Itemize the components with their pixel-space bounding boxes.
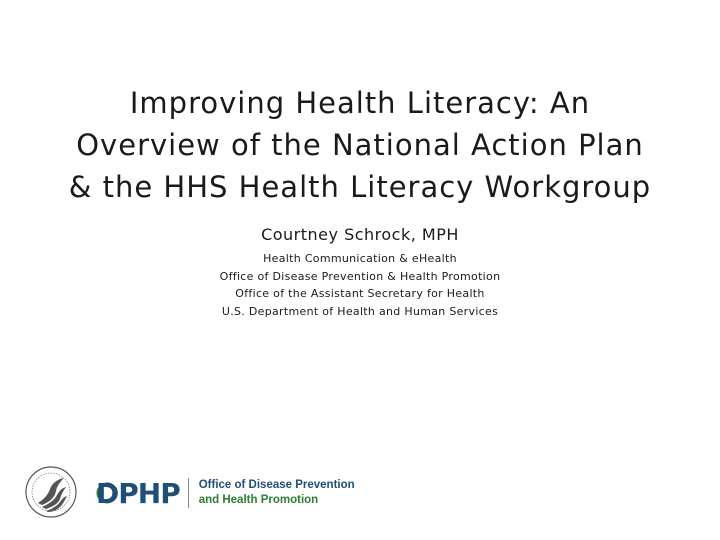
title-line-2: Overview of the National Action Plan (76, 128, 644, 162)
odphp-logo-text (199, 478, 355, 508)
affiliation-line: Office of the Assistant Secretary for Health (235, 287, 485, 300)
odphp-wordmark (96, 477, 180, 510)
title-line-3: & the HHS Health Literacy Workgroup (68, 170, 652, 204)
affiliation-line: Office of Disease Prevention & Health Promotion (219, 269, 501, 283)
affiliation-line: U.S. Department of Health and Human Services (221, 304, 499, 318)
presenter-name: Courtney Schrock, MPH (261, 225, 459, 244)
odphp-logo-line1: Office of Disease Prevention (198, 479, 355, 491)
odphp-wordmark-letters: DPHP (96, 476, 180, 510)
hhs-seal-icon (24, 465, 78, 519)
logo-divider (188, 478, 189, 508)
presenter-block (60, 224, 660, 320)
slide-title (40, 82, 680, 208)
odphp-logo (96, 475, 355, 511)
affiliation-line: Health Communication & eHealth (263, 252, 457, 265)
slide-footer (0, 455, 720, 535)
odphp-logo-line2: and Health Promotion (198, 494, 319, 506)
title-line-1: Improving Health Literacy: An (129, 86, 591, 120)
